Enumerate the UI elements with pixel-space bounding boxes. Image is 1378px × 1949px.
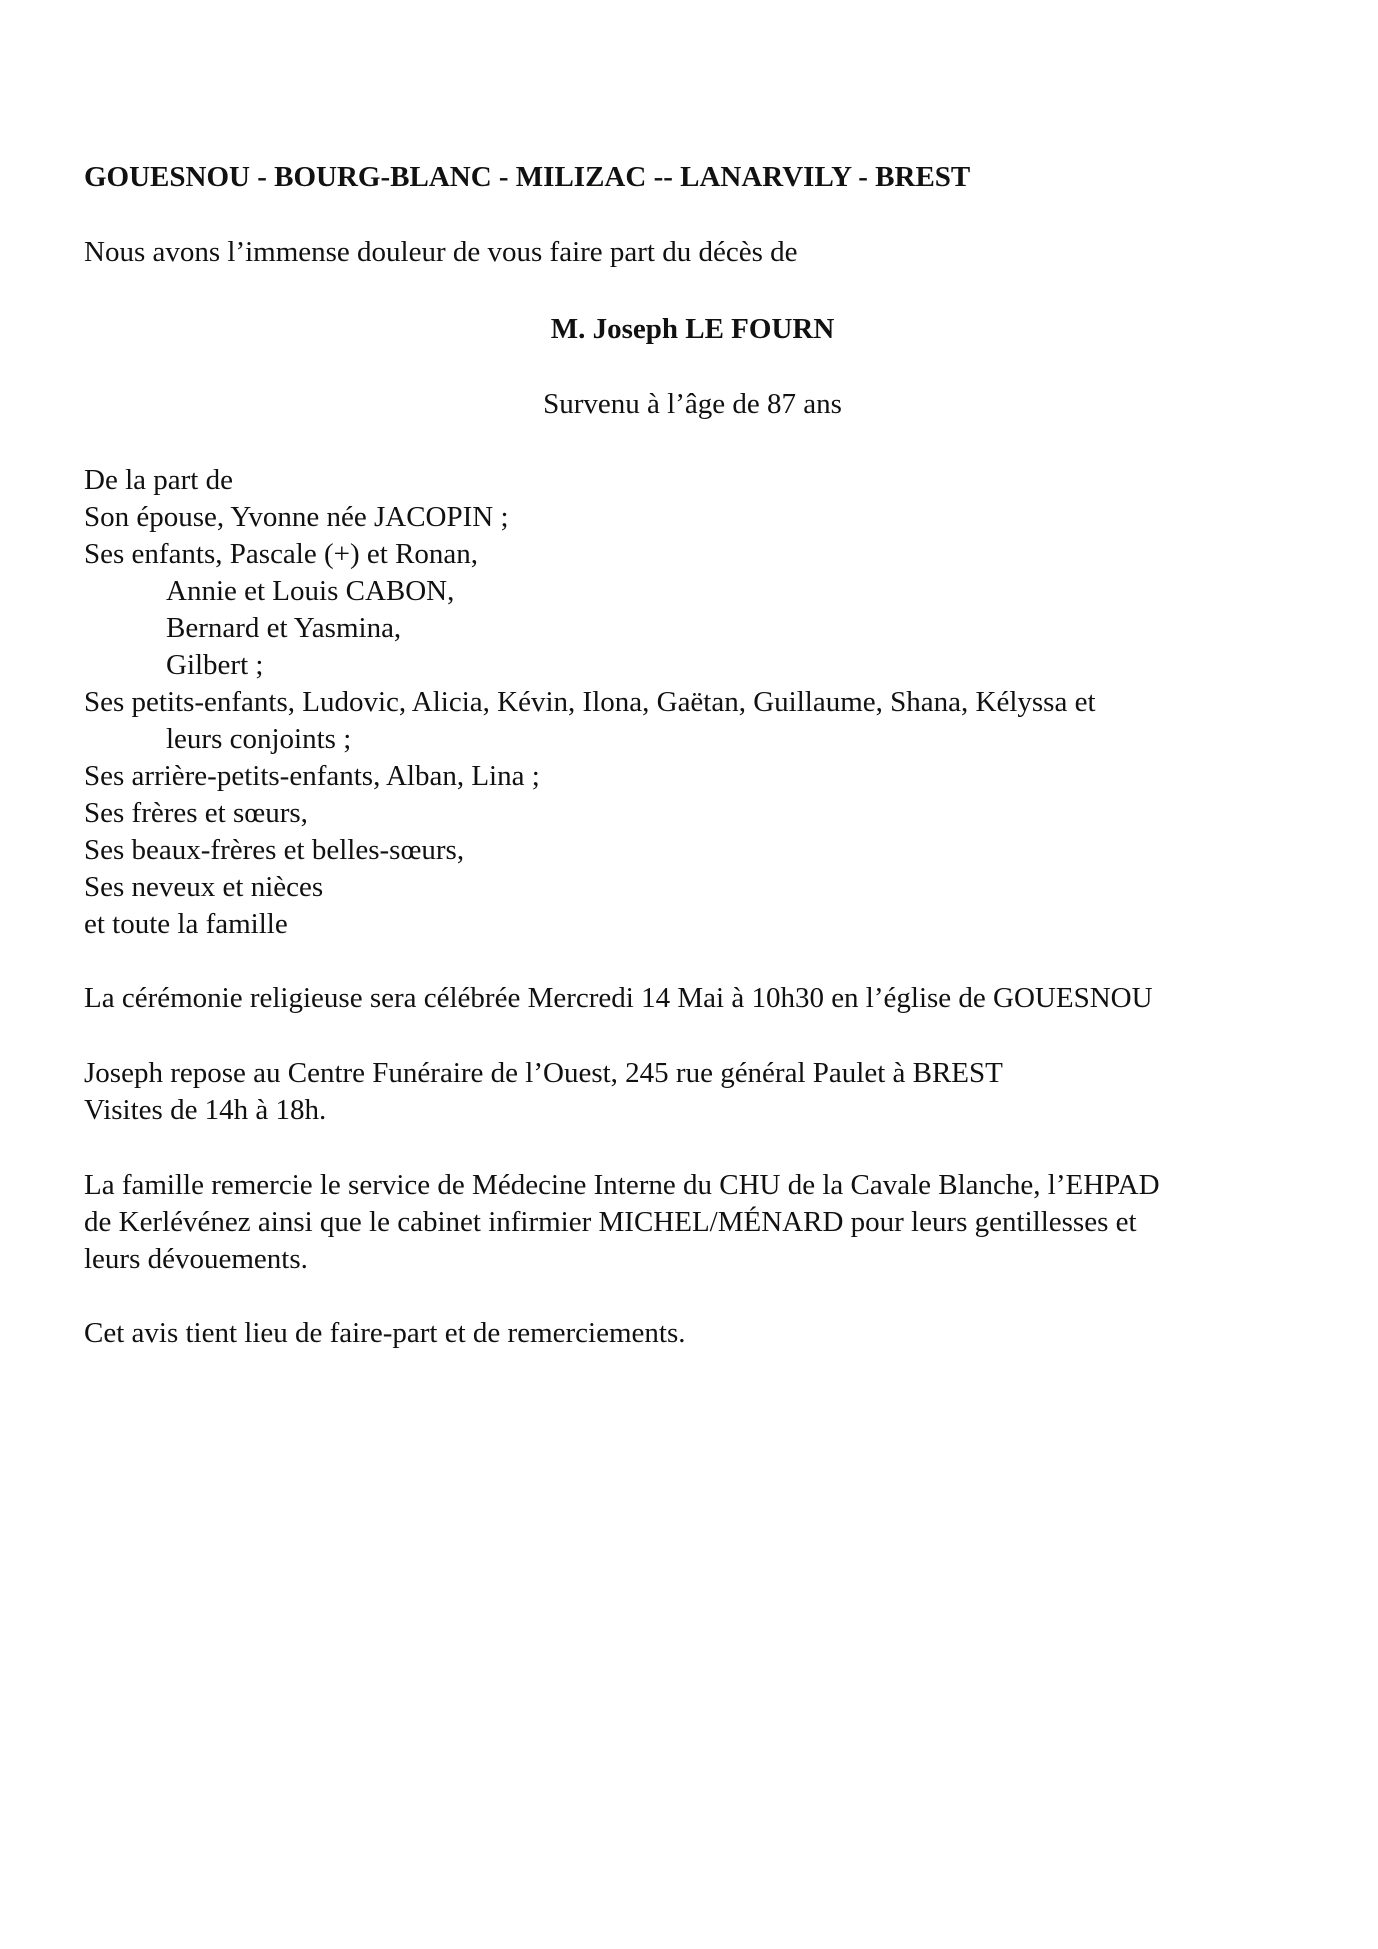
grandchildren-line: leurs conjoints ; [166, 723, 352, 755]
siblings-line: Ses frères et sœurs, [84, 797, 308, 829]
thanks-line: de Kerlévénez ainsi que le cabinet infirmier MICHEL/MÉNARD pour leurs gentillesses et [84, 1206, 1137, 1238]
thanks-line: leurs dévouements. [84, 1243, 308, 1275]
spouse-line: Son épouse, Yvonne née JACOPIN ; [84, 501, 509, 533]
whole-family-line: et toute la famille [84, 908, 288, 940]
ceremony-text: La cérémonie religieuse sera célébrée Mercredi 14 Mai à 10h30 en l’église de GOUESNOU [84, 982, 1153, 1014]
deceased-name: M. Joseph LE FOURN [550, 313, 835, 345]
children-line: Gilbert ; [166, 649, 264, 681]
in-laws-line: Ses beaux-frères et belles-sœurs, [84, 834, 465, 866]
towns-header: GOUESNOU - BOURG-BLANC - MILIZAC -- LANARVILY - BREST [84, 161, 971, 193]
grandchildren-line: Ses petits-enfants, Ludovic, Alicia, Kévin, Ilona, Gaëtan, Guillaume, Shana, Kélyssa et [84, 686, 1096, 718]
great-grandchildren-line: Ses arrière-petits-enfants, Alban, Lina ; [84, 760, 540, 792]
nephews-line: Ses neveux et nièces [84, 871, 324, 903]
thanks-line: La famille remercie le service de Médecine Interne du CHU de la Cavale Blanche, l’EHPAD [84, 1169, 1160, 1201]
closing-text: Cet avis tient lieu de faire-part et de remerciements. [84, 1317, 686, 1349]
children-line: Annie et Louis CABON, [166, 575, 455, 607]
intro-text: Nous avons l’immense douleur de vous faire part du décès de [84, 236, 798, 268]
family-lead: De la part de [84, 464, 233, 496]
children-line: Bernard et Yasmina, [166, 612, 402, 644]
age-line: Survenu à l’âge de 87 ans [543, 388, 842, 420]
visitation-location: Joseph repose au Centre Funéraire de l’Ouest, 245 rue général Paulet à BREST [84, 1057, 1003, 1089]
children-line: Ses enfants, Pascale (+) et Ronan, [84, 538, 479, 570]
visitation-hours: Visites de 14h à 18h. [84, 1094, 327, 1126]
